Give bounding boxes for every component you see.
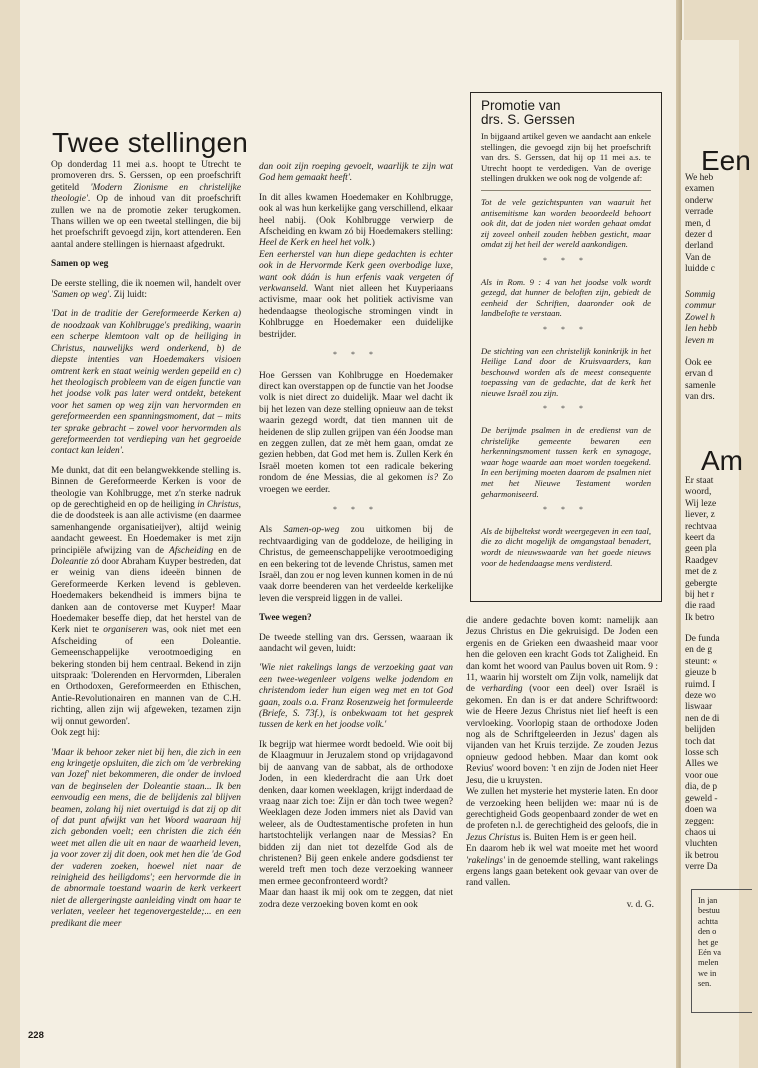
adjacent-line: men, d xyxy=(685,218,711,229)
adjacent-line: sen. xyxy=(698,979,712,989)
sidebar-intro: In bijgaand artikel geven we aandacht aan enkele stellingen, die gevoegd zijn bij het proefschrift van drs. S. Gerssen, dat hij op 11 mei a.s. te Utrecht hoopt te verdedigen. Van de overige stellingen drukken we ook nog de volgende af: xyxy=(481,131,651,184)
adjacent-line: Van de xyxy=(685,252,711,263)
adjacent-line: steunt: « xyxy=(685,656,718,667)
sidebar-thesis-2: Als in Rom. 9 : 4 van het joodse volk wordt gezegd, dat hunner de beloften zijn, gebiedt de eenheid der Schriften, daaronder ook de landbelofte te verstaan. xyxy=(481,276,651,319)
adjacent-line: losse sch xyxy=(685,748,719,759)
adjacent-line: voor oue xyxy=(685,770,719,781)
adjacent-line: Alles we xyxy=(685,759,719,770)
section-heading-samen-op-weg: Samen op weg xyxy=(51,259,109,270)
adjacent-line: Eén va xyxy=(698,948,722,958)
adjacent-line: van drs. xyxy=(685,392,715,403)
adjacent-line: leven m xyxy=(685,335,714,346)
paragraph: Ook zegt hij: xyxy=(51,728,100,739)
adjacent-line: len hebb xyxy=(685,324,718,335)
section-divider-stars: * * * xyxy=(333,350,379,360)
adjacent-line: Er staat xyxy=(685,476,714,486)
adjacent-line: luidde c xyxy=(685,264,715,275)
adjacent-line: derland xyxy=(685,241,714,252)
adjacent-title-2: Am xyxy=(701,445,743,476)
adjacent-line: toch dat xyxy=(685,736,715,747)
paragraph: Als Samen-op-weg zou uitkomen bij de rechtvaardiging van de goddeloze, de heiliging in Christus, de gemeenschappelijke verootmoediging en een bekering tot de levende Christus, samen met Israël, dan zou er nog leven kunnen komen in de nú vaak dorre beenderen van het verdeelde kerkelijke leven die verspreid liggen in de vallei. xyxy=(259,525,453,604)
section-divider-stars: * * * xyxy=(333,504,379,514)
sidebar-rule xyxy=(481,190,651,191)
paragraph: Me dunkt, dat dit een belangwekkende stelling is. Binnen de Gereformeerde Kerken is voor de theologie van Kohlbrugge, met z'n sterke nadruk op de gerechtigheid en op de heiliging in Christus, die de doodsteek is aan alle activisme (en daarmee samenhangende organisatieijver), altijd weinig aandacht geweest. En Hoedemaker is met zijn principiële afwijzing van de Afscheiding en de Doleantie zó door Abraham Kuyper bestreden, dat er weinig van diens ideeën binnen de Gereformeerde Kerken levend is gebleven. Hoedemakers bekendheid is immers bijna te danken aan de contoverse met Kuyper! Maar Hoedemaker beseffe diep, dat het herstel van de Kerk niet te organiseren was, ook niet met een Afscheiding of een Doleantie. Gemeenschappelijke verootmoediging en bekering stonden bij hem centraal. Bekend in zijn uitspraak: 'Dolerenden en Hervormden, Liberalen en Orthodoxen, Gereformeerden en Ethischen, Antie-Revolutionairen en mannen van de C.H. richting, allen zijn wij afgeweken, tezamen zijn wij onnut geworden'. xyxy=(51,465,241,727)
sidebar-stars: * * * xyxy=(543,505,589,515)
paragraph: De eerste stelling, die ik noemen wil, handelt over 'Samen op weg'. Zij luidt: xyxy=(51,278,241,301)
paragraph: Een eerherstel van hun diepe gedachten is echter ook in de Hervormde Kerk geen overbodige luxe, want ook dáán is hun erfenis vaak vergeten óf verkwanseld. Want niet alleen het Kuyperiaans activisme, maar ook het politiek activisme van hedendaagse theologische stromingen vindt in Kohlbrugge en Hoedemaker een duidelijke bestrijder. xyxy=(259,249,453,340)
adjacent-line: Wij leze xyxy=(685,498,717,509)
sidebar-thesis-1: Tot de vele gezichtspunten van waaruit het antisemitisme kan worden beoordeeld behoort ook dit, dat de joden niet worden gehaat omdat zij zoveel onheil zouden hebben gesticht, maar omdat zij het heil der wereld aankondigen. xyxy=(481,196,651,250)
hoedemaker-quote: 'Maar ik behoor zeker niet bij hen, die zich in een eng kringetje opsluiten, die zich om 'de verbreking van Jozef' niet bekommeren, die onder de invloed van de beginselen der Doleantie staan... Ik ben eenvoudig een mens, die de belijdenis zal blijven beamen, zolang hij niet overtuigd is dat zij op dit of dat punt afwijkt van het Woord waaraan hij zich gebonden voelt; een christen die zich één weet met allen die uit en naar de waarheid leven, ja voor zover zij dit doen, ook met hen die 'de God der vaderen zoeken, hoewel niet naar de reinigheid des heiligdoms'; een hervormde die in de abnormale toestand waarin de kerk verkeert niet de allergeringste aanleiding vindt om haar te verlaten, veeleer het tegenovergestelde;... en een predikant die meer xyxy=(51,747,241,929)
thesis-quote-1: 'Dat in de traditie der Gereformeerde Kerken a) de noodzaak van Kohlbrugge's prediking, waarin een scherpe klemtoon valt op de heiliging in Christus, nauwelijks werd onderkend, b) de diepste intenties van Hoedemakers visioen omtrent kerk en staat weinig werden gepeild en c) het theologisch probleem van de eigen functie van het joodse volk pas later werd ontdekt, betekent voor het samen op weg zijn van hervormden en gereformeerden een spanningsmoment, dat – mits ter sprake gebracht – zowel voor hervormden als gereformeerden tot verdieping van het gegroeide contact kan leiden'. xyxy=(51,309,241,457)
adjacent-line: rechtvaa xyxy=(685,521,717,532)
paragraph: De tweede stelling van drs. Gerssen, waaraan ik aandacht wil geven, luidt: xyxy=(259,632,453,655)
adjacent-line: melen xyxy=(698,958,719,968)
adjacent-line: doen wa xyxy=(685,805,717,816)
intro-paragraph: Op donderdag 11 mei a.s. hoopt te Utrecht te promoveren drs. S. Gerssen, op een proefschrift getiteld 'Modern Zionisme en christelijke theologie'. Op de inhoud van dit proefschrift zullen we na de promotie zeker terugkomen. Thans willen we op een tweetal stellingen, die bij het proefschrift gevoegd zijn, kort attenderen. Een aantal andere stellingen is hiernaast afgedrukt. xyxy=(51,160,241,250)
adjacent-line: In jan xyxy=(698,896,718,905)
paragraph: We zullen het mysterie het mysterie laten. En door de verzoeking heen belijden we: maar nú is de gerechtigheid Gods geopenbaard zonder de wet en de profeten n.l. de gerechtigheid des geloofs, die in Jezus Christus is. Buiten Hem is er geen heil. xyxy=(466,787,658,843)
adjacent-line: zeggen: xyxy=(685,816,715,827)
adjacent-line: liever, z xyxy=(685,510,715,521)
adjacent-line: ruimd. I xyxy=(685,679,716,690)
adjacent-line: vluchten xyxy=(685,839,718,850)
adjacent-line: commur xyxy=(685,301,716,312)
adjacent-line: Ook ee xyxy=(685,358,712,368)
author-signature: v. d. G. xyxy=(626,899,654,910)
article-column-1 xyxy=(51,160,241,938)
article-column-2 xyxy=(259,162,453,919)
adjacent-line: verre Da xyxy=(685,862,718,873)
section-heading-twee-wegen: Twee wegen? xyxy=(259,613,312,624)
adjacent-line: en de g xyxy=(685,645,713,656)
adjacent-title-1: Een xyxy=(701,145,751,176)
article-title: Twee stellingen xyxy=(52,127,249,158)
adjacent-line: We heb xyxy=(685,173,714,183)
adjacent-text-5 xyxy=(685,634,745,874)
adjacent-line: samenle xyxy=(685,380,716,391)
adjacent-line: examen xyxy=(685,184,715,195)
adjacent-page-edge xyxy=(680,40,751,1068)
adjacent-line: Sommig xyxy=(685,290,716,300)
paragraph: die andere gedachte boven komt: namelijk aan Jezus Christus en Die gekruisigd. De Joden een ergenis en de Grieken een dwaasheid maar voor hen die geloven een kracht Gods tot Zaligheid. En dan komt het woord van Paulus boven uit Rom. 9 : 11, waarin hij worstelt om Zijn volk, namelijk dat de verharding (voor een deel) over Israël is gekomen. En dan is er dat andere Schriftwoord: wie de Heere Jezus Christus niet lief heeft is een vervloeking. Voorlopig staan de orthodoxe Joden nog als de Schriftgeleerden in Jezus' dagen als vijanden van het Kruis terzijde. Ze zouden Jezus opnieuw gedood hebben. Maar dan komt ook Revius' woord boven: 't en zijn de Joden niet Heer Jesu, die u kruysten. xyxy=(466,616,658,786)
sidebar-box-promotie xyxy=(470,92,662,602)
adjacent-line: we in xyxy=(698,968,717,978)
article-column-3 xyxy=(466,616,658,911)
adjacent-line: ik betrou xyxy=(685,850,719,861)
adjacent-line: verrade xyxy=(685,207,714,218)
adjacent-text-3 xyxy=(685,358,745,404)
adjacent-line: keert da xyxy=(685,533,715,544)
adjacent-line: nen de di xyxy=(685,713,720,724)
paragraph: En daarom heb ik wel wat moeite met het woord 'rakelings' in de genoemde stelling, want rakelings ergens langs gaan betekent ook gevaar van over de rand vallen. xyxy=(466,844,658,889)
adjacent-line: Ik betro xyxy=(685,612,715,623)
adjacent-text-2 xyxy=(685,290,745,347)
adjacent-line: geweld - xyxy=(685,793,718,804)
adjacent-line: chaos ui xyxy=(685,827,716,838)
adjacent-line: dia, de p xyxy=(685,782,718,793)
adjacent-box xyxy=(691,889,752,1013)
adjacent-line: belijden xyxy=(685,725,716,736)
page-number: 228 xyxy=(28,1030,44,1041)
adjacent-line: liswaar xyxy=(685,702,713,713)
adjacent-line: dezer d xyxy=(685,230,713,241)
adjacent-line: met de z xyxy=(685,567,717,578)
adjacent-line: Raadgev xyxy=(685,555,718,566)
adjacent-line: onderw xyxy=(685,195,714,206)
paragraph: Hoe Gerssen van Kohlbrugge en Hoedemaker direct kan overstappen op de functie van het Joodse volk is niet direct zo duidelijk. Maar wel dacht ik bij het lezen van deze stelling opnieuw aan de tekst waarin gezegd wordt, dat tien mannen uit de heidenen de slip zullen grijpen van één Joodse man en zeggen zullen, dat ze mèt hem gaan, omdat ze gezien hebben, dat God met hem is. Zullen Kerk én Israël moeten komen tot een radicale bekering rondom de éne Messias, die al gekomen is? Zo vroegen we eerder. xyxy=(259,370,453,495)
adjacent-line: den o xyxy=(698,927,717,937)
sidebar-thesis-3: De stichting van een christelijk koninkrijk in het Heilige Land door de Kruisvaarders, kan beschouwd worden als de meest consequente toepassing van de gedachte, dat de kerk het nieuwe Israël zou zijn. xyxy=(481,345,651,398)
adjacent-line: ervan d xyxy=(685,369,713,380)
adjacent-line: bij het r xyxy=(685,590,715,601)
adjacent-line: Zowel h xyxy=(685,312,715,323)
adjacent-text-1 xyxy=(685,173,745,276)
sidebar-content xyxy=(481,131,651,568)
adjacent-line: achtta xyxy=(698,916,718,926)
adjacent-line: gieuze b xyxy=(685,668,717,679)
quote-continuation: dan ooit zijn roeping gevoelt, waarlijk te zijn wat God hem gemaakt heeft'. xyxy=(259,162,453,184)
adjacent-text-4 xyxy=(685,476,745,624)
adjacent-box-text xyxy=(698,896,758,990)
adjacent-line: woord, xyxy=(685,487,712,498)
sidebar-thesis-5: Als de bijbeltekst wordt weergegeven in een taal, die zo dicht mogelijk de omgangstaal benadert, wordt de nieuwswaarde van het goede nieuws voor de hedendaagse mens verdisterd. xyxy=(481,525,651,568)
adjacent-line: De funda xyxy=(685,634,720,644)
adjacent-line: die raad xyxy=(685,601,715,612)
sidebar-stars: * * * xyxy=(543,255,589,265)
sidebar-title: Promotie van drs. S. Gerssen xyxy=(481,98,575,127)
sidebar-stars: * * * xyxy=(543,404,589,414)
paragraph: Maar dan haast ik mij ook om te zeggen, dat niet zodra deze verzoeking boven komt en ook xyxy=(259,888,453,910)
sidebar-stars: * * * xyxy=(543,324,589,334)
paragraph: Ik begrijp wat hiermee wordt bedoeld. Wie ooit bij de Klaagmuur in Jeruzalem stond op vrijdagavond bij de aanvang van de sabbat, als de orthodoxe Joden, in een klederdracht die aan Urk doet denken, daar komen weeklagen, krijgt inderdaad de vraag naar zich toe: Zijn er dàn toch twee wegen? Weeklagen deze Joden immers niet als David van weleer, als de Oudtestamentische profeten in hun hartstochtelijk verlangen naar de Messias? En bidden zij dan niet tot dezelfde God als de christenen? Bij geen enkele andere godsdienst ter wereld treft men toch deze verzoeking wanneer men ermee geconfronteerd wordt? xyxy=(259,739,453,887)
adjacent-line: deze wo xyxy=(685,691,716,702)
sidebar-thesis-4: De berijmde psalmen in de eredienst van de christelijke gemeente bewaren een herkenningsmoment tussen kerk en synagoge, waar hoge waarde aan moet worden toegekend. In een berijming moeten daarom de psalmen niet met het Nieuwe Testament worden geharmoniseerd. xyxy=(481,425,651,499)
thesis-quote-2: 'Wie niet rakelings langs de verzoeking gaat van een twee-wegenleer volgens welke jodendom en christendom ieder hun eigen weg met en tot God gaan, zoals o.a. Franz Rosenzweig het formuleerde (Briefe, S. 73f.), is onbekwaam tot het gesprek tussen de kerk en het joodse volk.' xyxy=(259,663,453,731)
adjacent-line: gebergte xyxy=(685,578,718,589)
adjacent-line: geen pla xyxy=(685,544,717,555)
paragraph: In dit alles kwamen Hoedemaker en Kohlbrugge, ook al was hun kerkelijke gang verschillend, elkaar heel nabij. (Ook Kohlbrugge verwierp de Afscheiding en kwam zó bij Hoedemakers stelling: Heel de Kerk en heel het volk.) xyxy=(259,192,453,249)
adjacent-line: het ge xyxy=(698,937,719,947)
adjacent-line: bestuu xyxy=(698,906,720,916)
